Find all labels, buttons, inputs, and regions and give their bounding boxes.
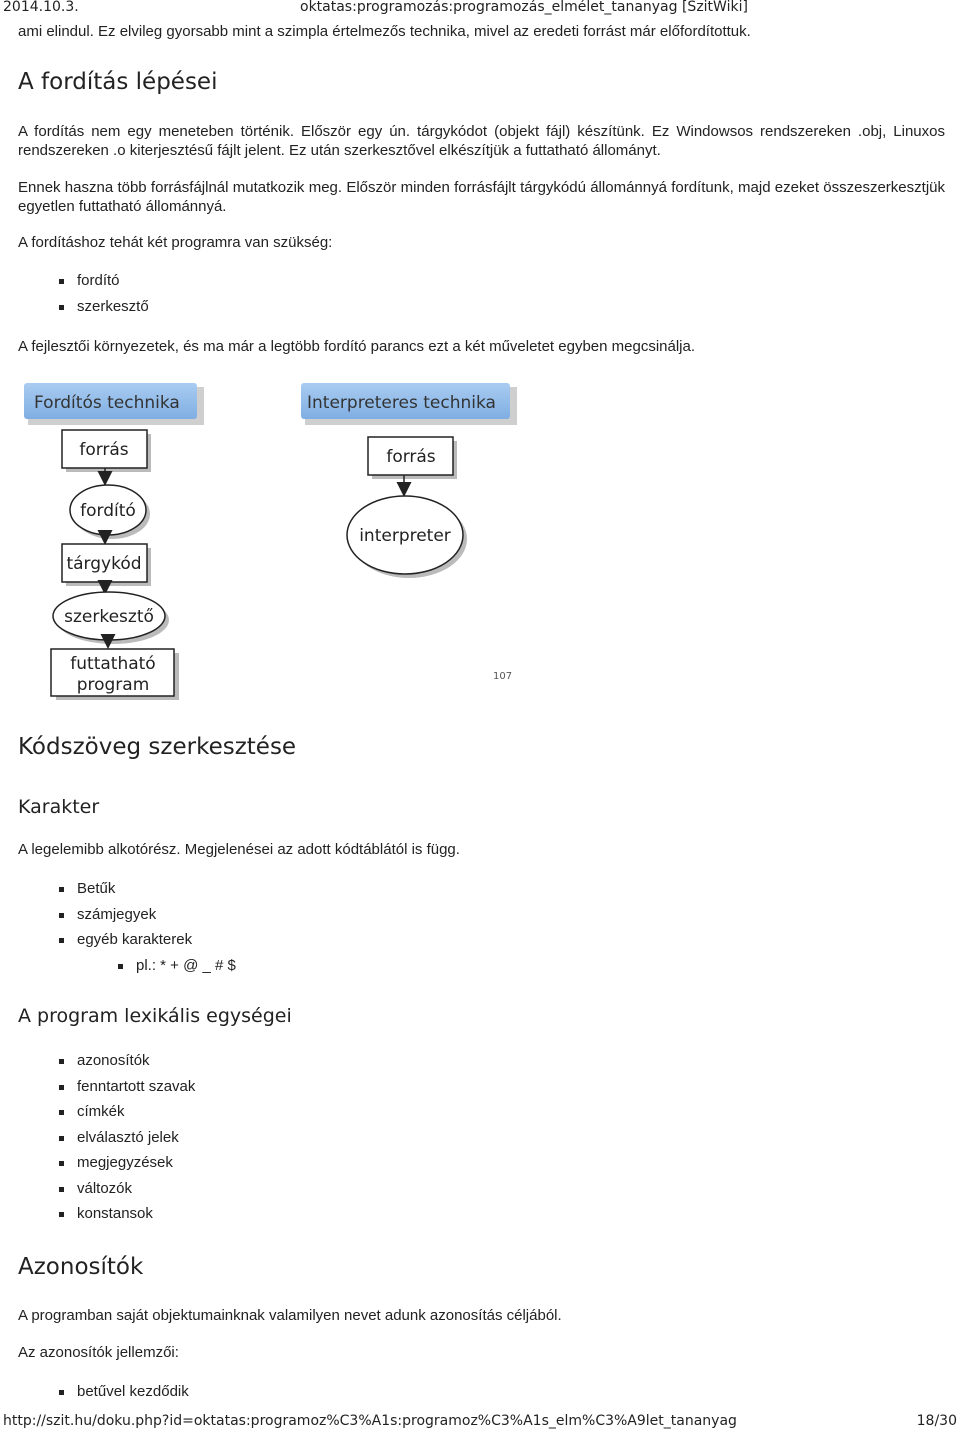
label-fordito: fordító [80,501,136,521]
list-item-elvalaszto-jelek: elválasztó jelek [77,1129,179,1146]
bullet [59,1187,64,1192]
node-forras-right [368,437,457,479]
print-date: 2014.10.3. [3,0,79,15]
label-program: program [76,675,150,695]
bullet [59,887,64,892]
bullet [59,1059,64,1064]
label-targykod: tárgykód [66,554,142,574]
bullet [59,1212,64,1217]
label-forras-left: forrás [79,440,129,460]
title-box-forditos [24,383,204,425]
bullet [59,305,64,310]
label-interpreter: interpreter [359,526,451,546]
node-fordito [70,485,150,539]
list-item-fordito: fordító [77,272,120,289]
paragraph-azonositok-1: A programban saját objektumainknak valamilyen nevet adunk azonosítás céljából. [18,1307,562,1324]
bullet [118,964,123,969]
paragraph-forditas-4: A fejlesztői környezetek, és ma már a legtöbb fordító parancs ezt a két műveletet egyben megcsinálja. [18,338,696,355]
bullet [59,1110,64,1115]
heading-forditas-lepesei: A fordítás lépései [18,69,218,95]
node-targykod [62,544,151,586]
label-futtathato: futtatható [70,654,156,674]
diagram-page-number: 107 [493,671,513,682]
heading-karakter: Karakter [18,796,100,818]
list-item-fenntartott-szavak: fenntartott szavak [77,1078,196,1095]
paragraph-karakter: A legelemibb alkotórész. Megjelenései az adott kódtáblától is függ. [18,841,460,858]
node-forras-left [62,430,151,472]
paragraph-forditas-3: A fordításhoz tehát két programra van szükség: [18,234,333,251]
bullet [59,1161,64,1166]
list-item-megjegyzesek: megjegyzések [77,1154,173,1171]
compilation-diagram [0,370,960,705]
heading-lexikalis-egysegek: A program lexikális egységei [18,1005,292,1027]
intro-line: ami elindul. Ez elvileg gyorsabb mint a szimpla értelmezős technika, mivel az eredeti forrást már előfordítottuk. [18,23,751,40]
list-item-szamjegyek: számjegyek [77,906,157,923]
bullet [59,938,64,943]
list-item-betuk: Betűk [77,880,116,897]
node-futtathato-program [51,649,179,700]
list-item-betuvel-kezdodik: betűvel kezdődik [77,1383,189,1400]
node-szerkeszto [53,592,169,644]
list-item-cimkek: címkék [77,1103,125,1120]
bullet [59,1085,64,1090]
title-box-interpreteres [301,383,517,425]
list-item-szerkeszto: szerkesztő [77,298,149,315]
heading-kodszoveg: Kódszöveg szerkesztése [18,734,297,760]
title-interpreteres-technika: Interpreteres technika [307,393,496,413]
paragraph-azonositok-2: Az azonosítók jellemzői: [18,1344,179,1361]
label-szerkeszto: szerkesztő [64,607,154,627]
bullet [59,1390,64,1395]
heading-azonositok: Azonosítók [18,1254,144,1280]
list-item-pelda-karakterek: pl.: * + @ _ # $ [136,957,236,974]
paragraph-forditas-2: Ennek haszna több forrásfájlnál mutatkozik meg. Először minden forrásfájlt tárgykódú állománnyá fordítunk, majd ezeket összeszerkesztjük egyetlen futtatható állománnyá. [18,179,945,215]
node-interpreter [347,496,467,578]
list-item-valtozok: változók [77,1180,133,1197]
list-item-egyeb-karakterek: egyéb karakterek [77,931,193,948]
bullet [59,1136,64,1141]
label-forras-right: forrás [386,447,436,467]
bullet [59,279,64,284]
page-counter: 18/30 [916,1413,957,1429]
list-item-azonositok: azonosítók [77,1052,150,1069]
title-forditos-technika: Fordítós technika [34,393,180,413]
print-url: http://szit.hu/doku.php?id=oktatas:programoz%C3%A1s:programoz%C3%A1s_elm%C3%A9let_tananyag [3,1413,737,1429]
paragraph-forditas-1: A fordítás nem egy meneteben történik. Először egy ún. tárgykódot (objekt fájl) készítünk. Ez Windowsos rendszereken .obj, Linuxos rendszereken .o kiterjesztésű fájlt jelent. Ez után szerkesztővel elkészítjük a futtatható állományt. [18,123,945,159]
bullet [59,913,64,918]
print-title: oktatas:programozás:programozás_elmélet_tananyag [SzitWiki] [300,0,748,15]
list-item-konstansok: konstansok [77,1205,153,1222]
